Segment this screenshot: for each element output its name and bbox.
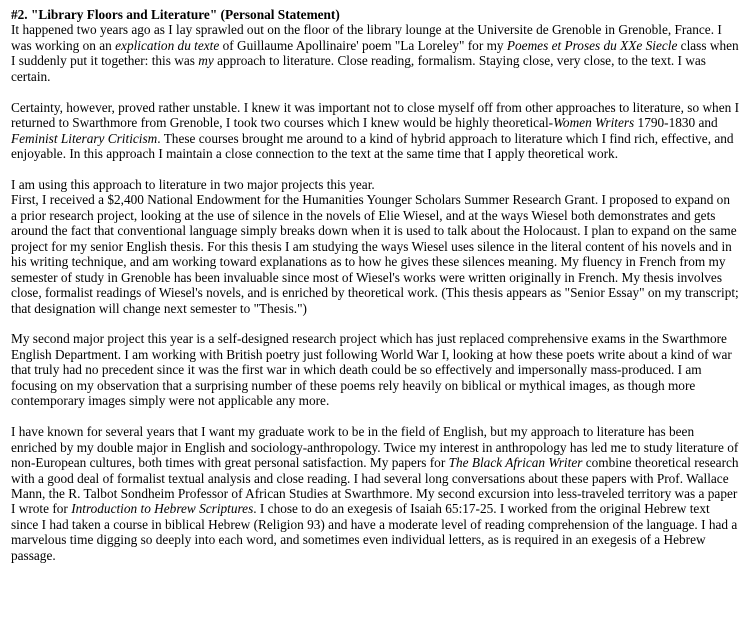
paragraph-text: . I chose to do an exegesis of Isaiah 65:17-25. I worked from the original Hebrew text since I had taken a course in biblical Hebrew (Religion 93) and have a moderate level of reading comprehension of the language. I had a marvelous time digging so deeply into each word, and sometimes even individual letters, as is required in an exegesis of a Hebrew passage. [11,501,738,563]
paragraph-text: First, I received a $2,400 National Endowment for the Humanities Younger Scholars Summer Research Grant. I proposed to expand on a prior research project, looking at the use of silence in the novels of Elie Wiesel, and at the ways Wiesel both demonstrates and gets around the fact that conventional language simply breaks down when it is used to talk about the Holocaust. I plan to expand on the same project for my senior English thesis. For this thesis I am studying the ways Wiesel uses silence in the literal content of his novels and in his writing technique, and am working toward explanations as to how he gives these silences meaning. My fluency in French from my semester of study in Grenoble has been invaluable since most of Wiesel's works were written originally in French. My thesis involves close, formalist readings of Wiesel's novels, and is enriched by theoretical work. (This thesis appears as "Senior Essay" on my transcript; that designation will change next semester to "Thesis.") [11,192,739,316]
paragraph-text: My second major project this year is a self-designed research project which has just replaced comprehensive exams in the Swarthmore English Department. I am working with British poetry just following World War I, looking at how these poets write about a kind of war that truly had no precedent since it was the first war in which death could be so effectively and impersonally mass-produced. I am focusing on my observation that a surprising number of these poems rely heavily on biblical or mythical images, as though more contemporary images simply were not applicable any more. [11,331,732,409]
paragraph [11,177,739,192]
paragraph-text: combine theoretical research with a good deal of formalist textual analysis and close reading. I had several long conversations about these papers with Prof. Wallace Mann, the R. Talbot Sondheim Professor of African Studies at Swarthmore. My second excursion into less-traveled territory was a paper I wrote for [11,455,739,517]
paragraph [11,22,739,84]
paragraph-text: of Guillaume Apollinaire' poem "La Loreley" for my [219,37,507,53]
paragraph-list [11,22,739,563]
paragraph-text: . These courses brought me around to a kind of hybrid approach to literature which I find rich, effective, and enjoyable. In this approach I maintain a close connection to the text at the same time that I apply theoretical work. [11,130,734,162]
paragraph [11,424,739,563]
italic-title-text: Poemes et Proses du XXe Siecle [506,37,678,53]
paragraph-text: approach to literature. Close reading, formalism. Staying close, very close, to the text. I was certain. [11,53,706,84]
paragraph [11,192,739,316]
paragraph-text: I have known for several years that I want my graduate work to be in the field of English, but my approach to literature has been enriched by my double major in English and sociology-anthropology. Twice my interest in anthropology has led me to study literature of non-European cultures, both times with great personal satisfaction. My papers for [11,424,739,471]
italic-title-text: Feminist Literary Criticism [11,130,158,146]
italic-title-text: Introduction to Hebrew Scriptures [71,501,254,517]
paragraph-text: Certainty, however, proved rather unstable. I knew it was important not to close myself off from other approaches to literature, so when I returned to Swarthmore from Grenoble, I took two courses which I knew would be highly theoretical- [11,99,739,131]
document-title: #2. "Library Floors and Literature" (Personal Statement) [11,7,340,22]
paragraph [11,100,739,162]
paragraph [11,331,739,408]
italic-title-text: my [198,53,214,69]
paragraph-text: class when I suddenly put it together: this was [11,37,739,69]
italic-title-text: The Black African Writer [448,455,583,471]
italic-title-text: Women Writers [553,115,635,131]
paragraph-text: I am using this approach to literature in two major projects this year. [11,176,375,192]
paragraph-text: It happened two years ago as I lay sprawled out on the floor of the library lounge at the Universite de Grenoble in Grenoble, France. I was working on an [11,22,722,53]
document-body [11,7,739,579]
italic-title-text: explication du texte [115,37,220,53]
paragraph-text: 1790-1830 and [634,115,718,131]
